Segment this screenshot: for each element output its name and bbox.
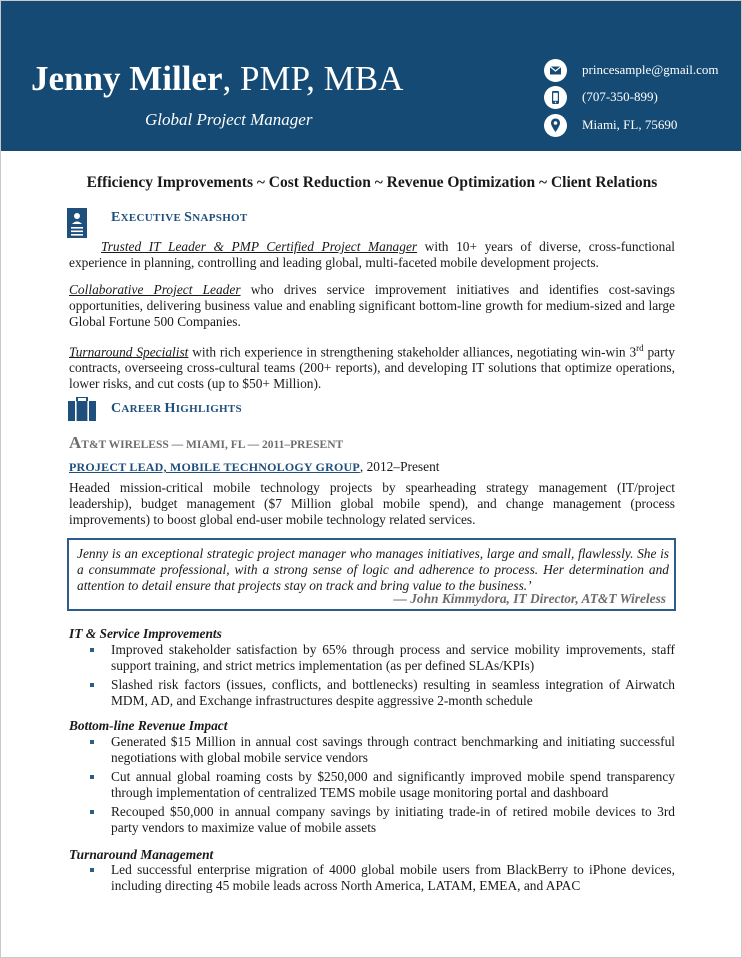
bullet-marker — [90, 775, 94, 779]
career-highlights-heading — [111, 401, 242, 417]
candidate-name — [31, 57, 403, 101]
bullet-text: Generated $15 Million in annual cost savings through contract benchmarking and initiating successful negotiations with global mobile service vendors — [111, 734, 675, 765]
achievement-group-title: Bottom-line Revenue Impact — [69, 718, 228, 733]
credentials: , PMP, MBA — [222, 59, 404, 98]
contact-location — [544, 114, 678, 137]
list-item — [111, 642, 675, 674]
heading-rest: IGHLIGHTS — [175, 403, 242, 415]
contact-email — [544, 59, 719, 82]
header-banner — [1, 1, 741, 151]
achievement-group-title: Turnaround Management — [69, 847, 214, 862]
phone-text: (707-350-899) — [582, 89, 658, 104]
employer-text: T&T WIRELESS — MIAMI, FL — 2011–PRESENT — [81, 439, 344, 451]
name-text: Jenny Miller — [31, 59, 223, 98]
bullet-text: Cut annual global roaming costs by $250,000 and significantly improved mobile spend transparency through implementation of centralized TEMS mobile usage monitoring portal and dashboard — [111, 769, 675, 800]
heading-rest: NAPSHOT — [192, 212, 248, 224]
id-card-icon — [67, 208, 87, 243]
bullet-text: Improved stakeholder satisfaction by 65% through process and service mobility improvements, staff support training, and strict metrics implementation (as per defined SLAs/KPIs) — [111, 642, 675, 673]
paragraph-lead: Trusted IT Leader & PMP Certified Project Manager — [101, 239, 418, 254]
tagline: Efficiency Improvements ~ Cost Reduction ~ Revenue Optimization ~ Client Relations — [86, 174, 658, 191]
testimonial-author: — John Kimmydora, IT Director, AT&T Wireless — [393, 591, 666, 606]
bullet-marker — [90, 683, 94, 687]
list-item — [111, 734, 675, 766]
bullet-marker — [90, 648, 94, 652]
briefcase-icon — [68, 397, 96, 426]
heading-cap: S — [184, 210, 193, 225]
heading-cap: C — [111, 401, 122, 416]
phone-icon — [544, 86, 567, 109]
list-item — [111, 769, 675, 801]
paragraph-text: who drives service improvement initiatives and identifies cost-savings opportunities, delivering business value and enabling significant bottom-line growth for medium-sized and large Global Fortune 500 Companies. — [69, 282, 676, 329]
list-item — [111, 804, 675, 836]
job-title: Global Project Manager — [145, 110, 313, 129]
superscript: rd — [636, 343, 644, 353]
snapshot-paragraph — [69, 239, 675, 271]
employer-initial: A — [69, 433, 82, 452]
paragraph-lead: Turnaround Specialist — [69, 344, 189, 360]
snapshot-paragraph — [69, 340, 675, 392]
role-summary: Headed mission-critical mobile technology projects by spearheading strategy management (IT/project leadership), budget management ($7 Million global mobile spend), and change management (process improvements) to boost global end-user mobile technology related services. — [69, 480, 675, 527]
role-dates: , 2012–Present — [359, 459, 440, 474]
testimonial-box — [67, 538, 676, 611]
role-title: PROJECT LEAD, MOBILE TECHNOLOGY GROUP — [69, 460, 360, 474]
bullet-marker — [90, 810, 94, 814]
map-pin-icon — [544, 114, 567, 137]
list-item — [111, 862, 675, 894]
bullet-text: Slashed risk factors (issues, conflicts, and bottlenecks) resulting in seamless integration of Airwatch MDM, AD, and Exchange infrastructures despite aggressive 2-month schedule — [111, 677, 675, 708]
email-text[interactable]: princesample@gmail.com — [582, 62, 719, 77]
paragraph-text: party contracts, overseeing cross-cultural teams (200+ reports), and developing IT solutions that optimize operations, lower risks, and cut costs (up to $50+ Million). — [69, 344, 675, 392]
testimonial-text: Jenny is an exceptional strategic project manager who manages initiatives, large and small, flawlessly. She is a consummate professional, with a strong sense of logic and adherence to process. Her determination and attention to detail ensure that projects stay on track and bring value to the business.’ — [77, 546, 669, 593]
achievement-group-title: IT & Service Improvements — [69, 626, 222, 641]
paragraph-lead: Collaborative Project Leader — [69, 282, 241, 297]
heading-rest: XECUTIVE — [120, 212, 185, 224]
executive-snapshot-heading — [111, 210, 248, 226]
bullet-text: Recouped $50,000 in annual company savings by initiating trade-in of retired mobile devices to 3rd party vendors to maximize value of mobile assets — [111, 804, 675, 835]
envelope-icon — [544, 59, 567, 82]
location-text: Miami, FL, 75690 — [582, 117, 678, 132]
heading-rest: AREER — [121, 403, 165, 415]
heading-cap: E — [111, 210, 121, 225]
employer-line — [69, 433, 343, 453]
bullet-text: Led successful enterprise migration of 4000 global mobile users from BlackBerry to iPhone devices, including directing 45 mobile leads across North America, LATAM, EMEA, and APAC — [111, 862, 675, 893]
bullet-marker — [90, 868, 94, 872]
snapshot-paragraph — [69, 282, 675, 330]
paragraph-text: with rich experience in strengthening stakeholder alliances, negotiating win-win 3 — [188, 344, 637, 360]
list-item — [111, 677, 675, 709]
contact-phone — [544, 86, 658, 109]
paragraph-text: with 10+ years of diverse, cross-functional experience in planning, controlling and leading global, multi-faceted mobile development projects. — [69, 239, 675, 270]
bullet-marker — [90, 740, 94, 744]
role-line — [69, 459, 439, 475]
heading-cap: H — [164, 401, 176, 416]
